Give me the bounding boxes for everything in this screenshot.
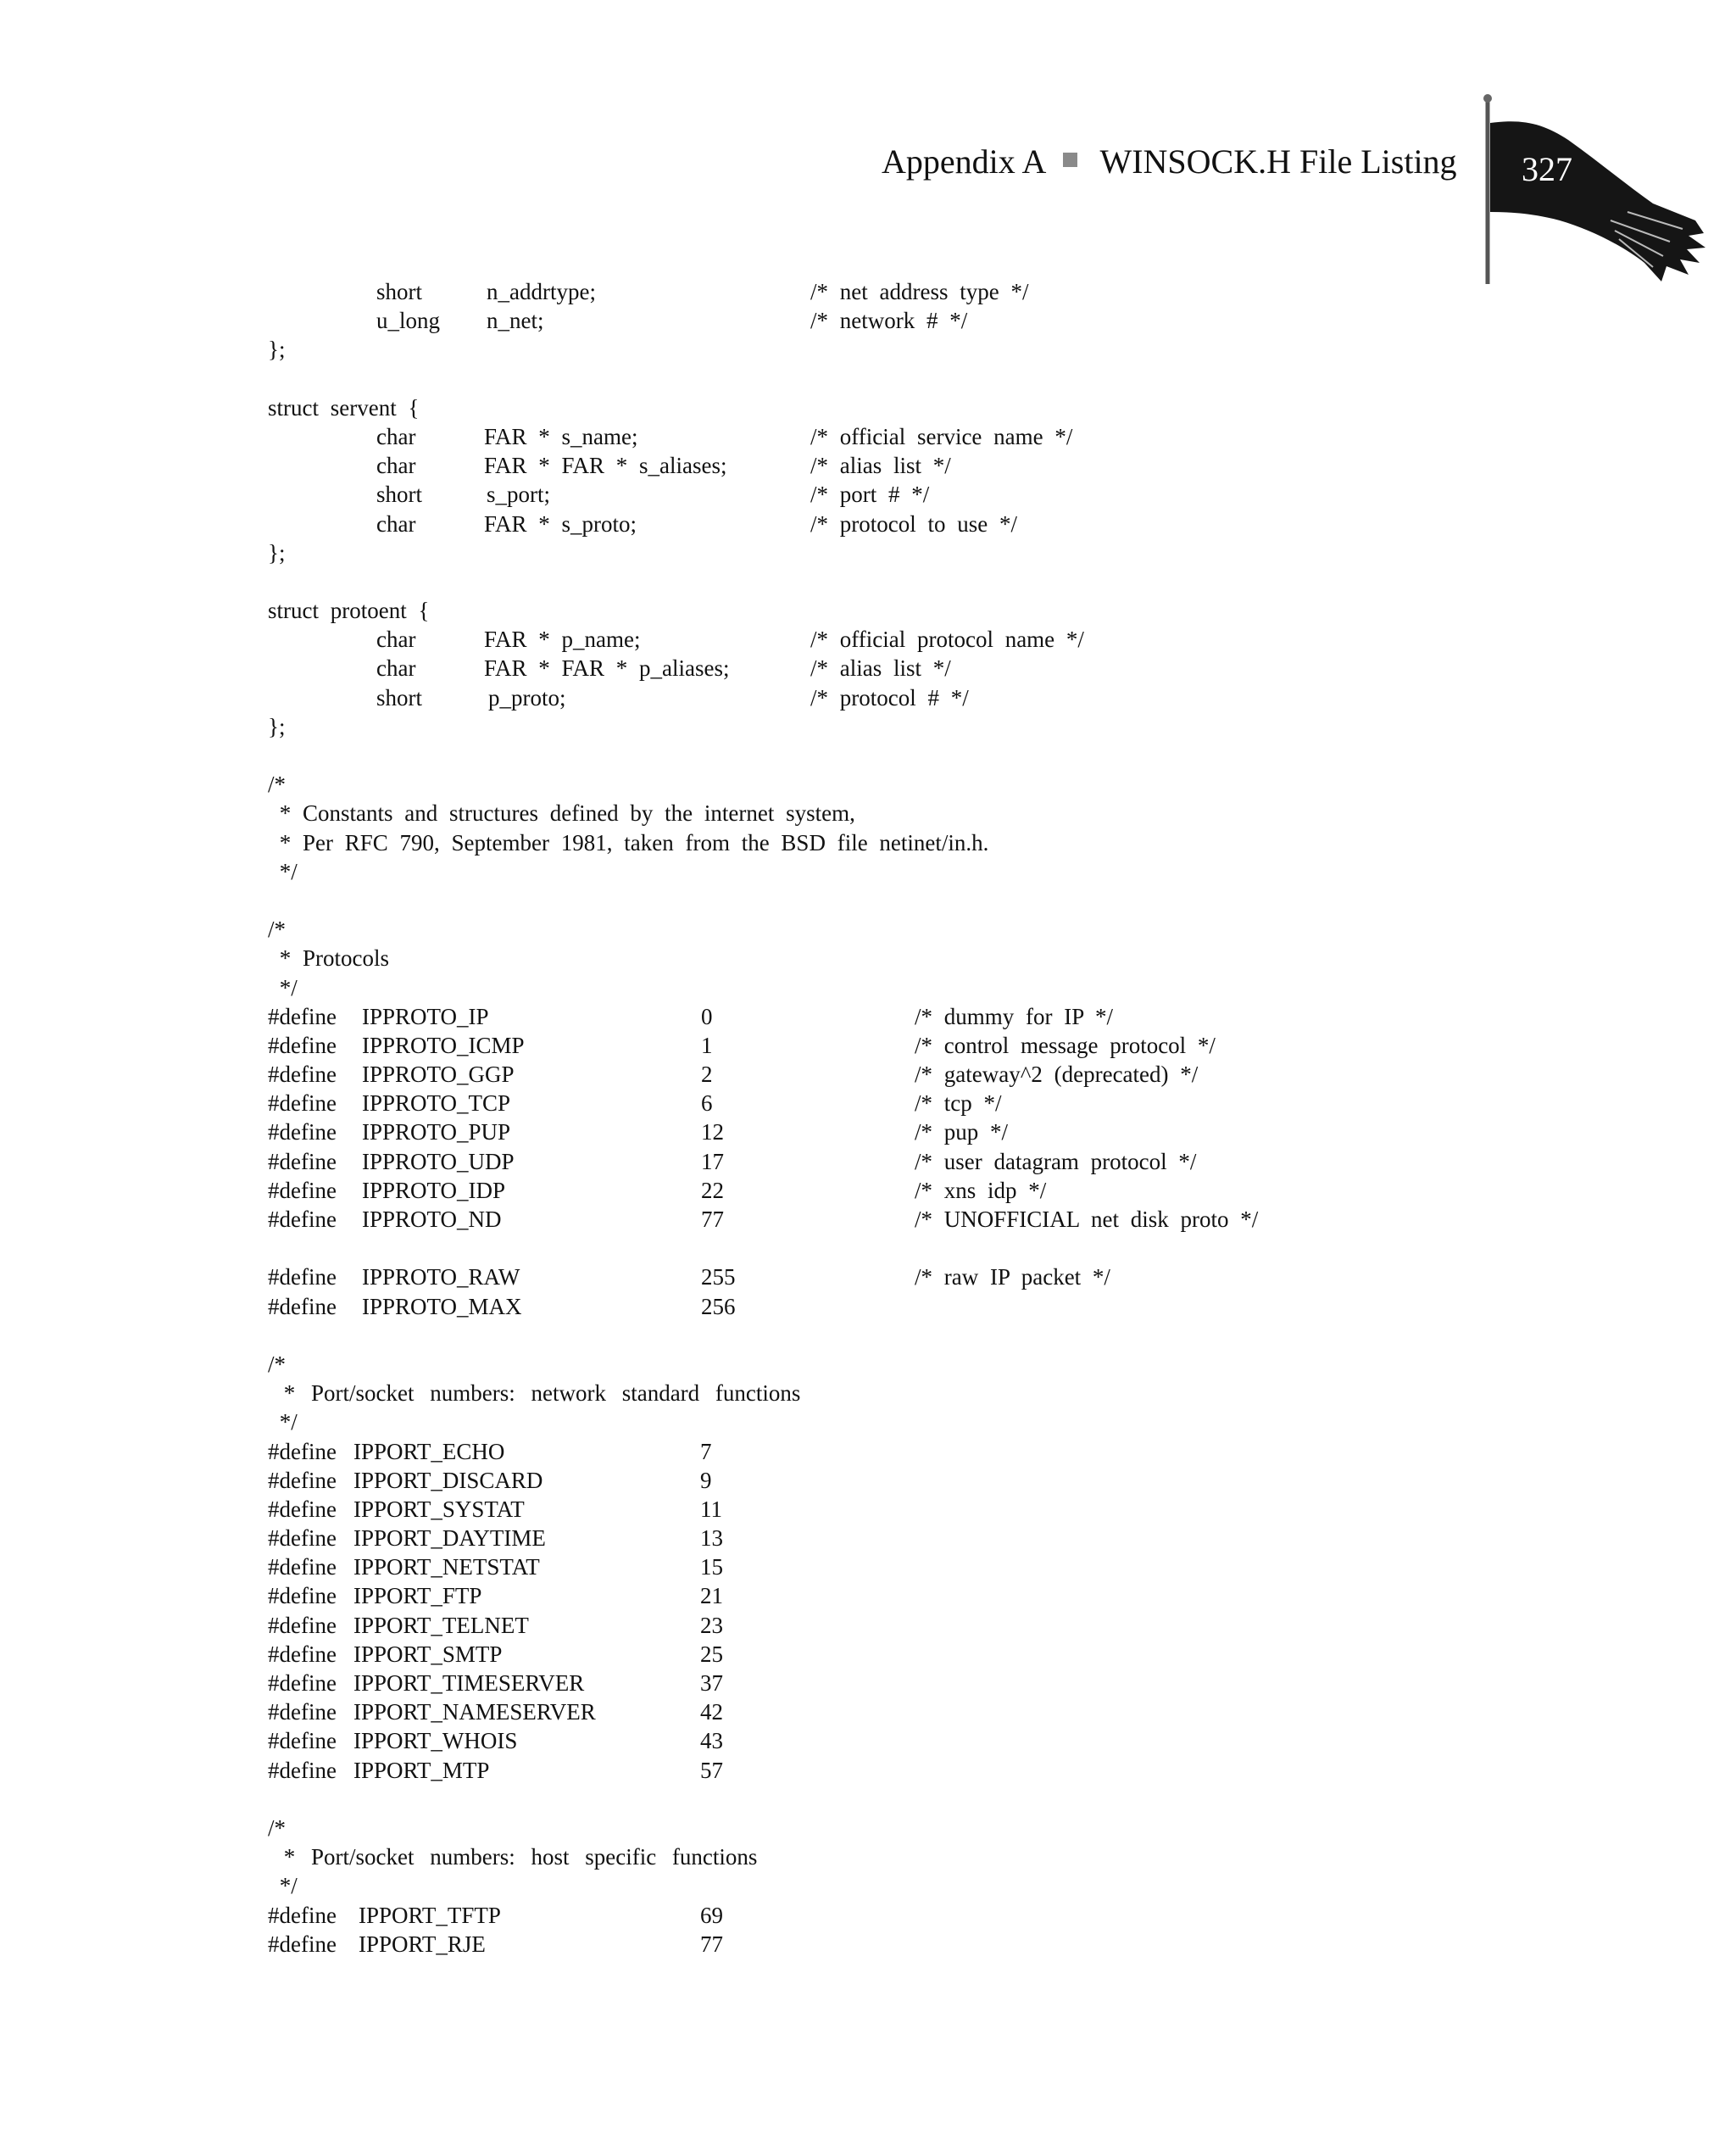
comment-open: /* [268, 917, 287, 943]
define-directive: #define [268, 1757, 337, 1783]
member-type: u_long [376, 308, 441, 334]
define-value: 57 [700, 1757, 723, 1783]
define-line [268, 1901, 1658, 1930]
define-line [268, 1002, 1658, 1031]
define-value: 43 [700, 1728, 723, 1754]
closing-brace: }; [268, 539, 286, 566]
separator-square-icon [1063, 153, 1077, 167]
define-directive: #define [268, 1902, 337, 1928]
chapter-title: WINSOCK.H File Listing [1099, 142, 1457, 181]
code-line [268, 683, 1658, 712]
define-line [268, 1552, 1658, 1581]
code-line [268, 480, 1658, 509]
define-directive: #define [268, 1090, 337, 1117]
define-value: 11 [700, 1496, 722, 1522]
define-value: 6 [701, 1090, 713, 1117]
define-value: 69 [700, 1902, 723, 1928]
code-line [268, 277, 1658, 306]
code-line [268, 422, 1658, 451]
member-comment: /* official protocol name */ [810, 627, 1084, 653]
define-line [268, 1031, 1658, 1060]
member-name: n_net; [487, 308, 544, 334]
define-directive: #define [268, 1119, 337, 1145]
code-line [268, 510, 1658, 538]
define-line [268, 1495, 1658, 1524]
code-line [268, 1407, 1658, 1436]
struct-declaration: struct servent { [268, 394, 420, 421]
define-value: 37 [700, 1670, 723, 1696]
define-directive: #define [268, 1699, 337, 1725]
code-line [268, 596, 1658, 625]
member-name: p_proto; [488, 684, 566, 711]
comment-open: /* [268, 1814, 287, 1841]
define-line [268, 1060, 1658, 1089]
define-directive: #define [268, 1931, 337, 1957]
member-type: char [376, 655, 416, 682]
define-directive: #define [268, 1003, 337, 1029]
code-line [268, 770, 1658, 799]
define-name: IPPORT_TFTP [359, 1902, 501, 1928]
comment-close: */ [268, 1409, 298, 1435]
define-comment: /* user datagram protocol */ [915, 1148, 1197, 1174]
define-line [268, 1176, 1658, 1205]
define-name: IPPORT_RJE [359, 1931, 486, 1957]
define-line [268, 1930, 1658, 1959]
member-comment: /* network # */ [810, 308, 968, 334]
define-comment: /* control message protocol */ [915, 1032, 1216, 1058]
define-value: 77 [700, 1931, 723, 1957]
define-value: 25 [700, 1641, 723, 1667]
member-comment: /* protocol # */ [810, 684, 969, 711]
define-value: 256 [701, 1293, 736, 1319]
define-directive: #define [268, 1207, 337, 1232]
define-value: 13 [700, 1525, 723, 1552]
code-line [268, 828, 1658, 857]
define-name: IPPORT_TELNET [353, 1612, 529, 1638]
define-line [268, 1292, 1658, 1321]
define-line [268, 1697, 1658, 1726]
member-type: char [376, 510, 416, 537]
define-name: IPPORT_MTP [353, 1757, 490, 1783]
member-name: s_port; [487, 482, 551, 508]
define-name: IPPROTO_ND [362, 1207, 502, 1232]
define-value: 255 [701, 1264, 736, 1290]
code-line [268, 915, 1658, 944]
define-line [268, 1524, 1658, 1552]
member-type: short [376, 279, 422, 304]
define-name: IPPROTO_PUP [362, 1119, 511, 1145]
define-name: IPPROTO_IP [362, 1003, 489, 1029]
define-name: IPPORT_NETSTAT [353, 1554, 540, 1580]
define-name: IPPORT_SMTP [353, 1641, 503, 1667]
member-comment: /* port # */ [810, 482, 930, 508]
pennant-flag-icon [1441, 93, 1721, 297]
define-name: IPPROTO_TCP [362, 1090, 511, 1117]
member-name: n_addrtype; [487, 279, 596, 304]
define-name: IPPROTO_GGP [362, 1062, 515, 1088]
member-name: FAR * s_name; [484, 423, 638, 449]
define-line [268, 1466, 1658, 1495]
define-directive: #define [268, 1554, 337, 1580]
define-directive: #define [268, 1062, 337, 1088]
member-type: short [376, 482, 422, 508]
code-line [268, 799, 1658, 828]
define-comment: /* xns idp */ [915, 1177, 1047, 1203]
code-line [268, 306, 1658, 335]
member-comment: /* alias list */ [810, 453, 951, 479]
define-line [268, 1581, 1658, 1610]
define-line [268, 1437, 1658, 1466]
comment-close: */ [268, 1873, 298, 1899]
code-line [268, 1814, 1658, 1842]
page-number: 327 [1522, 150, 1572, 188]
comment-close: */ [268, 858, 298, 884]
code-line [268, 973, 1658, 1002]
member-comment: /* official service name */ [810, 423, 1073, 449]
define-name: IPPORT_DISCARD [353, 1467, 543, 1493]
code-line [268, 1379, 1658, 1407]
define-value: 17 [701, 1148, 724, 1174]
define-name: IPPORT_NAMESERVER [353, 1699, 596, 1725]
comment-text: * Per RFC 790, September 1981, taken from the BSD file netinet/in.h. [268, 829, 989, 856]
define-value: 1 [701, 1032, 713, 1058]
code-line [268, 654, 1658, 683]
define-value: 77 [701, 1207, 724, 1232]
define-line [268, 1117, 1658, 1146]
define-directive: #define [268, 1583, 337, 1609]
code-line [268, 451, 1658, 480]
define-value: 42 [700, 1699, 723, 1725]
comment-text: * Constants and structures defined by the internet system, [268, 800, 855, 827]
define-comment: /* gateway^2 (deprecated) */ [915, 1062, 1199, 1088]
code-line [268, 625, 1658, 654]
member-type: char [376, 453, 416, 479]
define-directive: #define [268, 1293, 337, 1319]
define-line [268, 1640, 1658, 1669]
comment-open: /* [268, 1351, 287, 1377]
code-line [268, 335, 1658, 364]
code-line [268, 538, 1658, 567]
code-line [268, 712, 1658, 741]
comment-text: * Protocols [268, 945, 390, 972]
member-type: char [376, 627, 416, 653]
define-directive: #define [268, 1641, 337, 1667]
define-name: IPPROTO_ICMP [362, 1032, 525, 1058]
define-directive: #define [268, 1264, 337, 1290]
member-type: short [376, 684, 422, 711]
define-line [268, 1611, 1658, 1640]
define-directive: #define [268, 1612, 337, 1638]
member-type: char [376, 423, 416, 449]
define-name: IPPORT_SYSTAT [353, 1496, 525, 1522]
closing-brace: }; [268, 713, 286, 739]
define-value: 0 [701, 1003, 713, 1029]
define-name: IPPROTO_UDP [362, 1148, 515, 1174]
define-value: 15 [700, 1554, 723, 1580]
define-name: IPPORT_DAYTIME [353, 1525, 546, 1552]
comment-close: */ [268, 974, 298, 1000]
define-comment: /* tcp */ [915, 1090, 1002, 1117]
member-name: FAR * p_name; [484, 627, 641, 653]
comment-open: /* [268, 772, 287, 798]
define-comment: /* raw IP packet */ [915, 1264, 1110, 1290]
code-line [268, 1350, 1658, 1379]
closing-brace: }; [268, 337, 286, 363]
define-directive: #define [268, 1525, 337, 1552]
code-line [268, 944, 1658, 973]
define-value: 23 [700, 1612, 723, 1638]
struct-declaration: struct protoent { [268, 598, 430, 624]
define-value: 7 [700, 1438, 712, 1464]
define-directive: #define [268, 1467, 337, 1493]
define-directive: #define [268, 1728, 337, 1754]
define-value: 2 [701, 1062, 713, 1088]
define-name: IPPORT_TIMESERVER [353, 1670, 585, 1696]
define-value: 12 [701, 1119, 724, 1145]
member-comment: /* alias list */ [810, 655, 951, 682]
define-directive: #define [268, 1438, 337, 1464]
member-comment: /* protocol to use */ [810, 510, 1017, 537]
define-line [268, 1669, 1658, 1697]
define-directive: #define [268, 1496, 337, 1522]
section-label: Appendix A [882, 142, 1047, 181]
define-comment: /* pup */ [915, 1119, 1009, 1145]
define-value: 22 [701, 1177, 724, 1203]
define-comment: /* UNOFFICIAL net disk proto */ [915, 1207, 1259, 1232]
code-line [268, 393, 1658, 422]
define-comment: /* dummy for IP */ [915, 1003, 1113, 1029]
member-name: FAR * s_proto; [484, 510, 637, 537]
define-line [268, 1205, 1658, 1234]
define-directive: #define [268, 1177, 337, 1203]
define-value: 21 [700, 1583, 723, 1609]
define-directive: #define [268, 1148, 337, 1174]
define-name: IPPROTO_IDP [362, 1177, 506, 1203]
define-name: IPPROTO_MAX [362, 1293, 522, 1319]
define-line [268, 1089, 1658, 1117]
code-line [268, 1871, 1658, 1900]
define-value: 9 [700, 1467, 712, 1493]
code-listing [268, 277, 1658, 1959]
code-line [268, 857, 1658, 886]
define-name: IPPROTO_RAW [362, 1264, 520, 1290]
member-name: FAR * FAR * p_aliases; [484, 655, 730, 682]
running-head [882, 136, 1457, 187]
comment-text: * Port/socket numbers: host specific functions [268, 1844, 758, 1870]
define-line [268, 1262, 1658, 1291]
define-directive: #define [268, 1032, 337, 1058]
define-line [268, 1147, 1658, 1176]
define-name: IPPORT_ECHO [353, 1438, 505, 1464]
define-line [268, 1726, 1658, 1755]
define-name: IPPORT_FTP [353, 1583, 482, 1609]
member-comment: /* net address type */ [810, 279, 1029, 304]
define-directive: #define [268, 1670, 337, 1696]
code-line [268, 1842, 1658, 1871]
define-line [268, 1756, 1658, 1785]
member-name: FAR * FAR * s_aliases; [484, 453, 727, 479]
comment-text: * Port/socket numbers: network standard functions [268, 1380, 801, 1407]
define-name: IPPORT_WHOIS [353, 1728, 518, 1754]
